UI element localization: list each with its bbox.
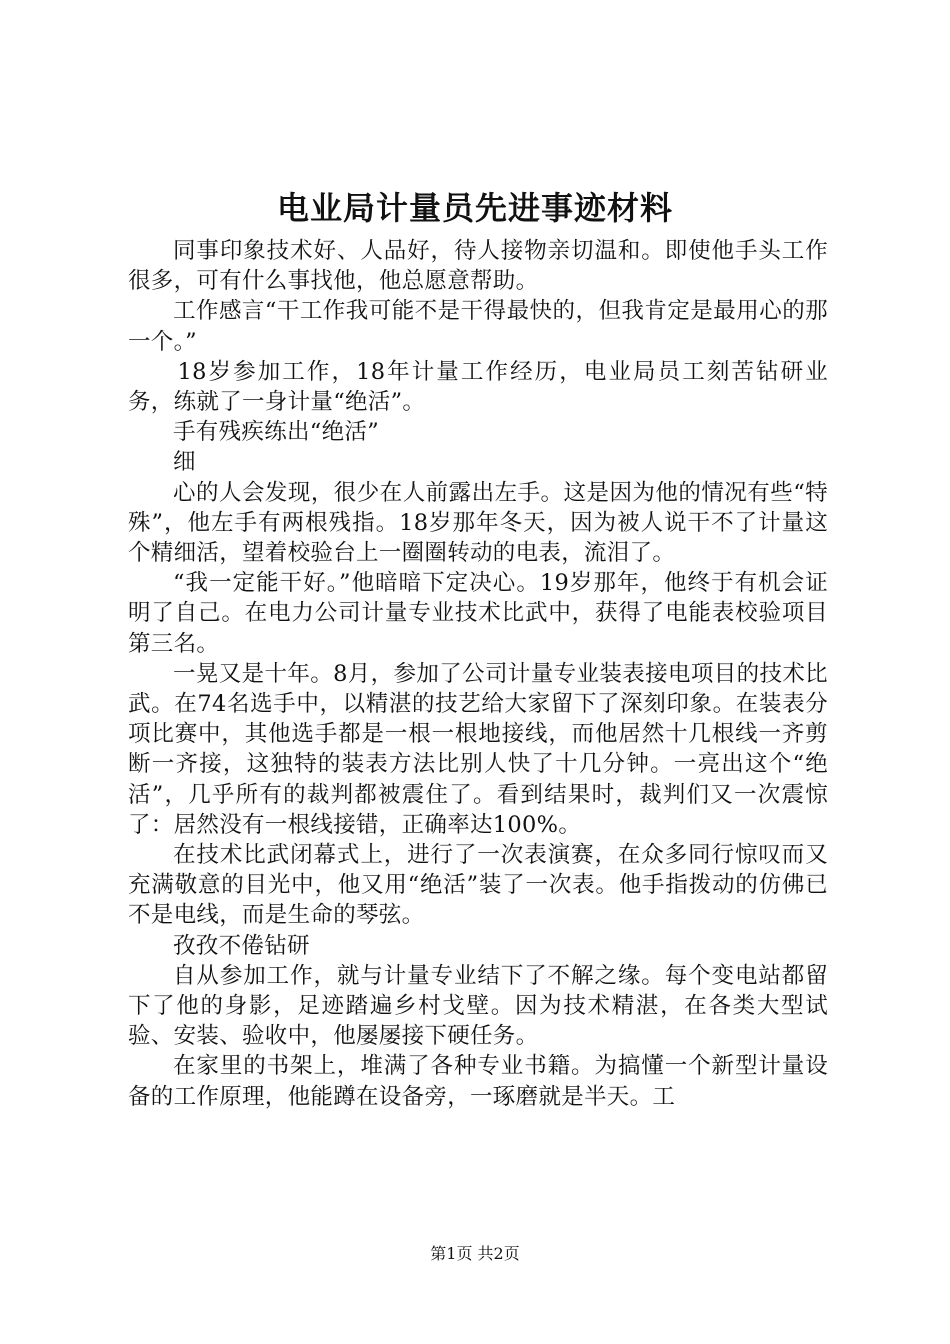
section-heading: 孜孜不倦钻研 [173, 932, 310, 959]
paragraph: 自从参加工作，就与计量专业结下了不解之缘。每个变电站都留下了他的身影，足迹踏遍乡村戈壁。因为技术精湛，在各类大型试验、安装、验收中，他屡屡接下硬任务。 [128, 962, 828, 1050]
paragraph: 心的人会发现，很少在人前露出左手。这是因为他的情况有些“特殊”，他左手有两根残指。18岁那年冬天，因为被人说干不了计量这个精细活，望着校验台上一圈圈转动的电表，流泪了。 [128, 479, 828, 567]
document-body [128, 236, 828, 1112]
paragraph: “我一定能干好。”他暗暗下定决心。19岁那年，他终于有机会证明了自己。在电力公司计量专业技术比武中，获得了电能表校验项目第三名。 [128, 570, 828, 657]
section-heading: 手有残疾练出“绝活” [173, 419, 380, 446]
paragraph: 同事印象技术好、人品好，待人接物亲切温和。即使他手头工作很多，可有什么事找他，他总愿意帮助。 [128, 238, 828, 295]
paragraph: 18岁参加工作，18年计量工作经历，电业局员工刻苦钻研业务，练就了一身计量“绝活”。 [128, 358, 828, 416]
paragraph: 在家里的书架上，堆满了各种专业书籍。为搞懂一个新型计量设备的工作原理，他能蹲在设备旁，一琢磨就是半天。工 [128, 1053, 828, 1110]
paragraph: 在技术比武闭幕式上，进行了一次表演赛，在众多同行惊叹而又充满敬意的目光中，他又用“绝活”装了一次表。他手指拨动的仿佛已不是电线，而是生命的琴弦。 [128, 842, 828, 929]
document-title: 电业局计量员先进事迹材料 [276, 189, 673, 227]
paragraph: 工作感言“干工作我可能不是干得最快的，但我肯定是最用心的那一个。” [128, 298, 828, 355]
paragraph: 一晃又是十年。8月，参加了公司计量专业装表接电项目的技术比武。在74名选手中，以精湛的技艺给大家留下了深刻印象。在装表分项比赛中，其他选手都是一根一根地接线，而他居然十几根线一齐剪断一齐接，这独特的装表方法比别人快了十几分钟。一亮出这个“绝活”，几乎所有的裁判都被震住了。看到结果时，裁判们又一次震惊了：居然没有一根线接错，正确率达100%。 [128, 660, 828, 838]
paragraph: 细 [173, 449, 196, 476]
page-footer: 第1页 共2页 [430, 1244, 520, 1263]
